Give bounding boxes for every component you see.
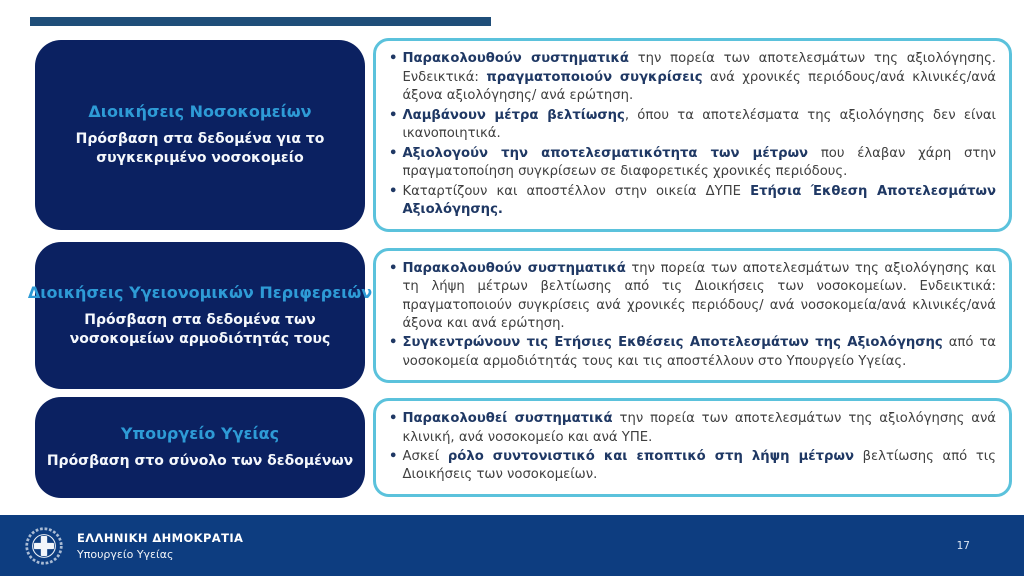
footer-dept: Υπουργείο Υγείας (77, 547, 174, 561)
role-card (27, 242, 373, 389)
bullet-text: Αξιολογούν την αποτελεσματικότητα των μέτρων που έλαβαν χάρη στην πραγματοποίηση συγκρίσεων σε διαφορετικές χρονικές περιόδους. (402, 145, 996, 180)
bullet-item (389, 50, 996, 105)
footer-org: ΕΛΛΗΝΙΚΗ ΔΗΜΟΚΡΑΤΙΑ (77, 530, 244, 545)
bullet-text: Παρακολουθούν συστηματικά την πορεία των αποτελεσμάτων της αξιολόγησης και τη λήψη μέτρων βελτίωσης από τις Διοικήσεις των νοσοκομείων. Ενδεικτικά: πραγματοποιούν συγκρίσεις ανά χρονικές περιόδους/ ανά νοσοκομεία/ανά κλινικές/ανά άξονα και ανά ερώτηση. (402, 260, 997, 331)
footer-text (77, 531, 243, 561)
bullet-item (389, 260, 996, 334)
responsibility-panel (373, 398, 1012, 497)
footer (0, 515, 1024, 576)
bullet-dot-icon: • (389, 411, 398, 427)
bullet-dot-icon: • (389, 335, 398, 351)
bullet-item (389, 107, 996, 144)
role-subtitle: Πρόσβαση στα δεδομένα των νοσοκομείων αρμοδιότητάς τους (69, 311, 331, 347)
content-row (35, 40, 1012, 230)
bullet-text: Παρακολουθεί συστηματικά την πορεία των αποτελεσμάτων της αξιολόγησης ανά κλινική, ανά νοσοκομείο και ανά ΥΠΕ. (402, 411, 996, 445)
bullet-text: Καταρτίζουν και αποστέλλον στην οικεία ΔΥΠΕ Ετήσια Έκθεση Αποτελεσμάτων Αξιολόγησης. (402, 183, 996, 218)
bullet-item (389, 145, 996, 182)
bullet-text: Παρακολουθούν συστηματικά την πορεία των αποτελεσμάτων της αξιολόγησης. Ενδεικτικά: πραγματοποιούν συγκρίσεις ανά χρονικές περιόδους/ανά κλινικές/ανά άξονα αξιολόγησης/ ανά ερώτηση. (402, 51, 996, 104)
role-title: Διοικήσεις Νοσοκομείων (88, 102, 312, 122)
bullet-item (389, 448, 996, 485)
page-number: 17 (956, 539, 970, 552)
content-row (35, 397, 1012, 498)
bullet-text: Ασκεί ρόλο συντονιστικό και εποπτικό στη λήψη μέτρων βελτίωσης από τις Διοικήσεις των νοσοκομείων. (402, 449, 997, 483)
role-subtitle: Πρόσβαση στα δεδομένα για το συγκεκριμένο νοσοκομείο (75, 131, 325, 167)
role-title: Διοικήσεις Υγειονομικών Περιφερειών (27, 282, 373, 302)
role-title: Υπουργείο Υγείας (120, 423, 280, 443)
bullet-dot-icon: • (389, 107, 398, 123)
bullet-dot-icon: • (389, 449, 398, 464)
bullet-text: Λαμβάνουν μέτρα βελτίωσης, όπου τα αποτελέσματα της αξιολόγησης δεν είναι ικανοποιητικά. (402, 107, 996, 142)
responsibility-panel (373, 38, 1012, 231)
responsibility-panel (373, 248, 1012, 384)
bullet-item (389, 334, 996, 371)
role-card (35, 397, 365, 498)
bullet-item (389, 183, 996, 220)
role-card (35, 40, 365, 230)
top-accent-bar (30, 17, 491, 26)
bullet-text: Συγκεντρώνουν τις Ετήσιες Εκθέσεις Αποτελεσμάτων της Αξιολόγησης από τα νοσοκομεία αρμοδιότητάς τους και τις αποστέλλουν στο Υπουργείο Υγείας. (402, 335, 996, 369)
role-subtitle: Πρόσβαση στο σύνολο των δεδομένων (46, 453, 354, 470)
content-row (27, 242, 1012, 389)
bullet-dot-icon: • (389, 145, 398, 161)
bullet-dot-icon: • (389, 260, 398, 276)
hellenic-republic-emblem-icon (24, 526, 64, 566)
bullet-item (389, 410, 996, 447)
bullet-dot-icon: • (389, 51, 398, 67)
bullet-dot-icon: • (389, 183, 398, 199)
